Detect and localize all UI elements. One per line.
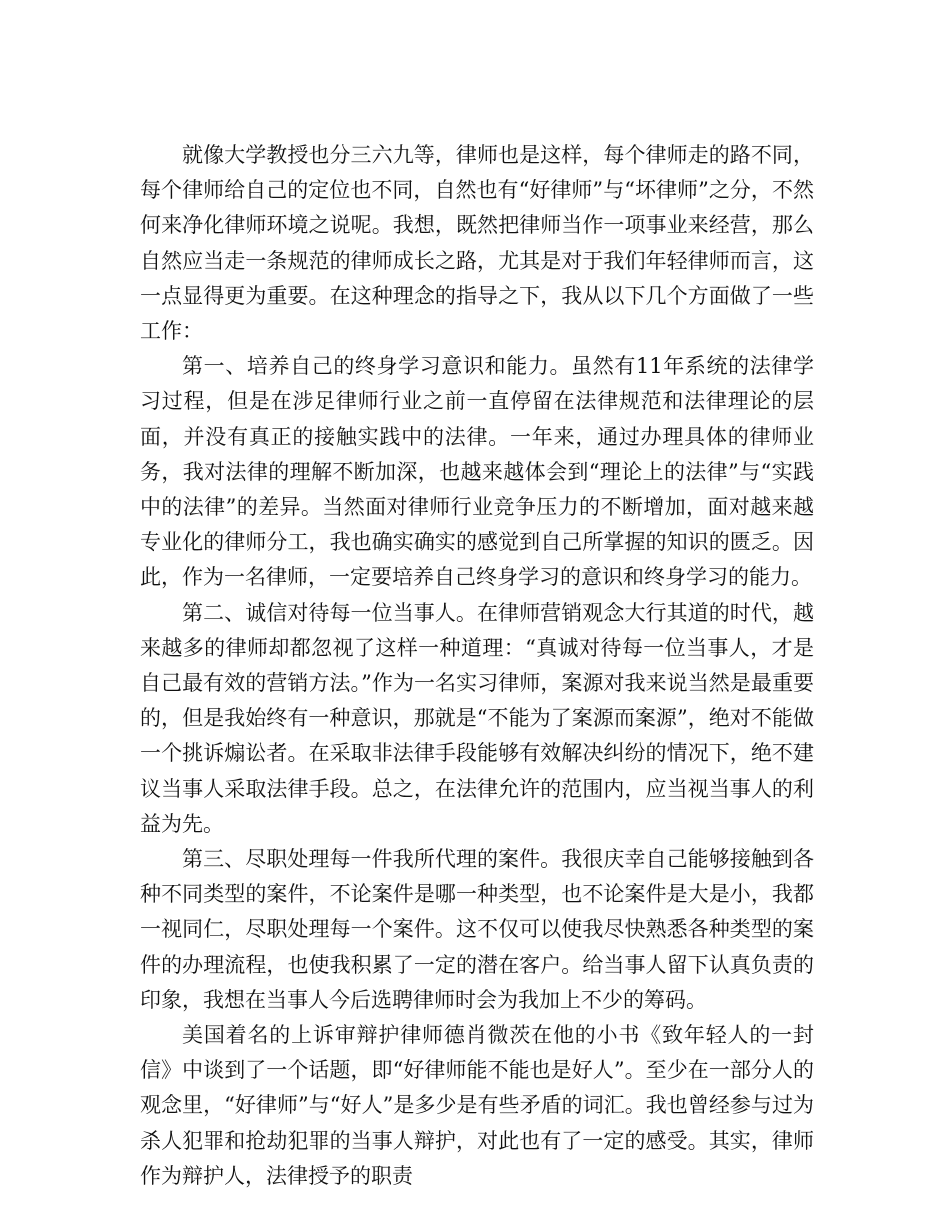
paragraph-dershowitz: 美国着名的上诉审辩护律师德肖微茨在他的小书《致年轻人的一封信》中谈到了一个话题，即“好律师能不能也是好人”。至少在一部分人的观念里，“好律师”与“好人”是多少是有些矛盾的词汇。我也曾经参与过为杀人犯罪和抢劫犯罪的当事人辩护，对此也有了一定的感受。其实，律师作为辩护人，法律授予的职责	[140, 1023, 814, 1188]
paragraph-third-point: 第三、尽职处理每一件我所代理的案件。我很庆幸自己能够接触到各种不同类型的案件，不论案件是哪一种类型，也不论案件是大是小，我都一视同仁，尽职处理每一个案件。这不仅可以使我尽快熟悉各种类型的案件的办理流程，也使我积累了一定的潜在客户。给当事人留下认真负责的印象，我想在当事人今后选聘律师时会为我加上不少的筹码。	[140, 847, 814, 1012]
document-body	[140, 138, 814, 1194]
paragraph-first-point: 第一、培养自己的终身学习意识和能力。虽然有11年系统的法律学习过程，但是在涉足律师行业之前一直停留在法律规范和法律理论的层面，并没有真正的接触实践中的法律。一年来，通过办理具体的律师业务，我对法律的理解不断加深，也越来越体会到“理论上的法律”与“实践中的法律”的差异。当然面对律师行业竞争压力的不断增加，面对越来越专业化的律师分工，我也确实确实的感觉到自己所掌握的知识的匮乏。因此，作为一名律师，一定要培养自己终身学习的意识和终身学习的能力。	[140, 354, 814, 590]
paragraph-second-point: 第二、诚信对待每一位当事人。在律师营销观念大行其道的时代，越来越多的律师却都忽视了这样一种道理：“真诚对待每一位当事人，才是自己最有效的营销方法。”作为一名实习律师，案源对我来说当然是最重要的，但是我始终有一种意识，那就是“不能为了案源而案源”，绝对不能做一个挑诉煽讼者。在采取非法律手段能够有效解决纠纷的情况下，绝不建议当事人采取法律手段。总之，在法律允许的范围内，应当视当事人的利益为先。	[140, 600, 814, 836]
paragraph-intro: 就像大学教授也分三六九等，律师也是这样，每个律师走的路不同，每个律师给自己的定位也不同，自然也有“好律师”与“坏律师”之分，不然何来净化律师环境之说呢。我想，既然把律师当作一项事业来经营，那么自然应当走一条规范的律师成长之路，尤其是对于我们年轻律师而言，这一点显得更为重要。在这种理念的指导之下，我从以下几个方面做了一些工作：	[140, 143, 814, 344]
